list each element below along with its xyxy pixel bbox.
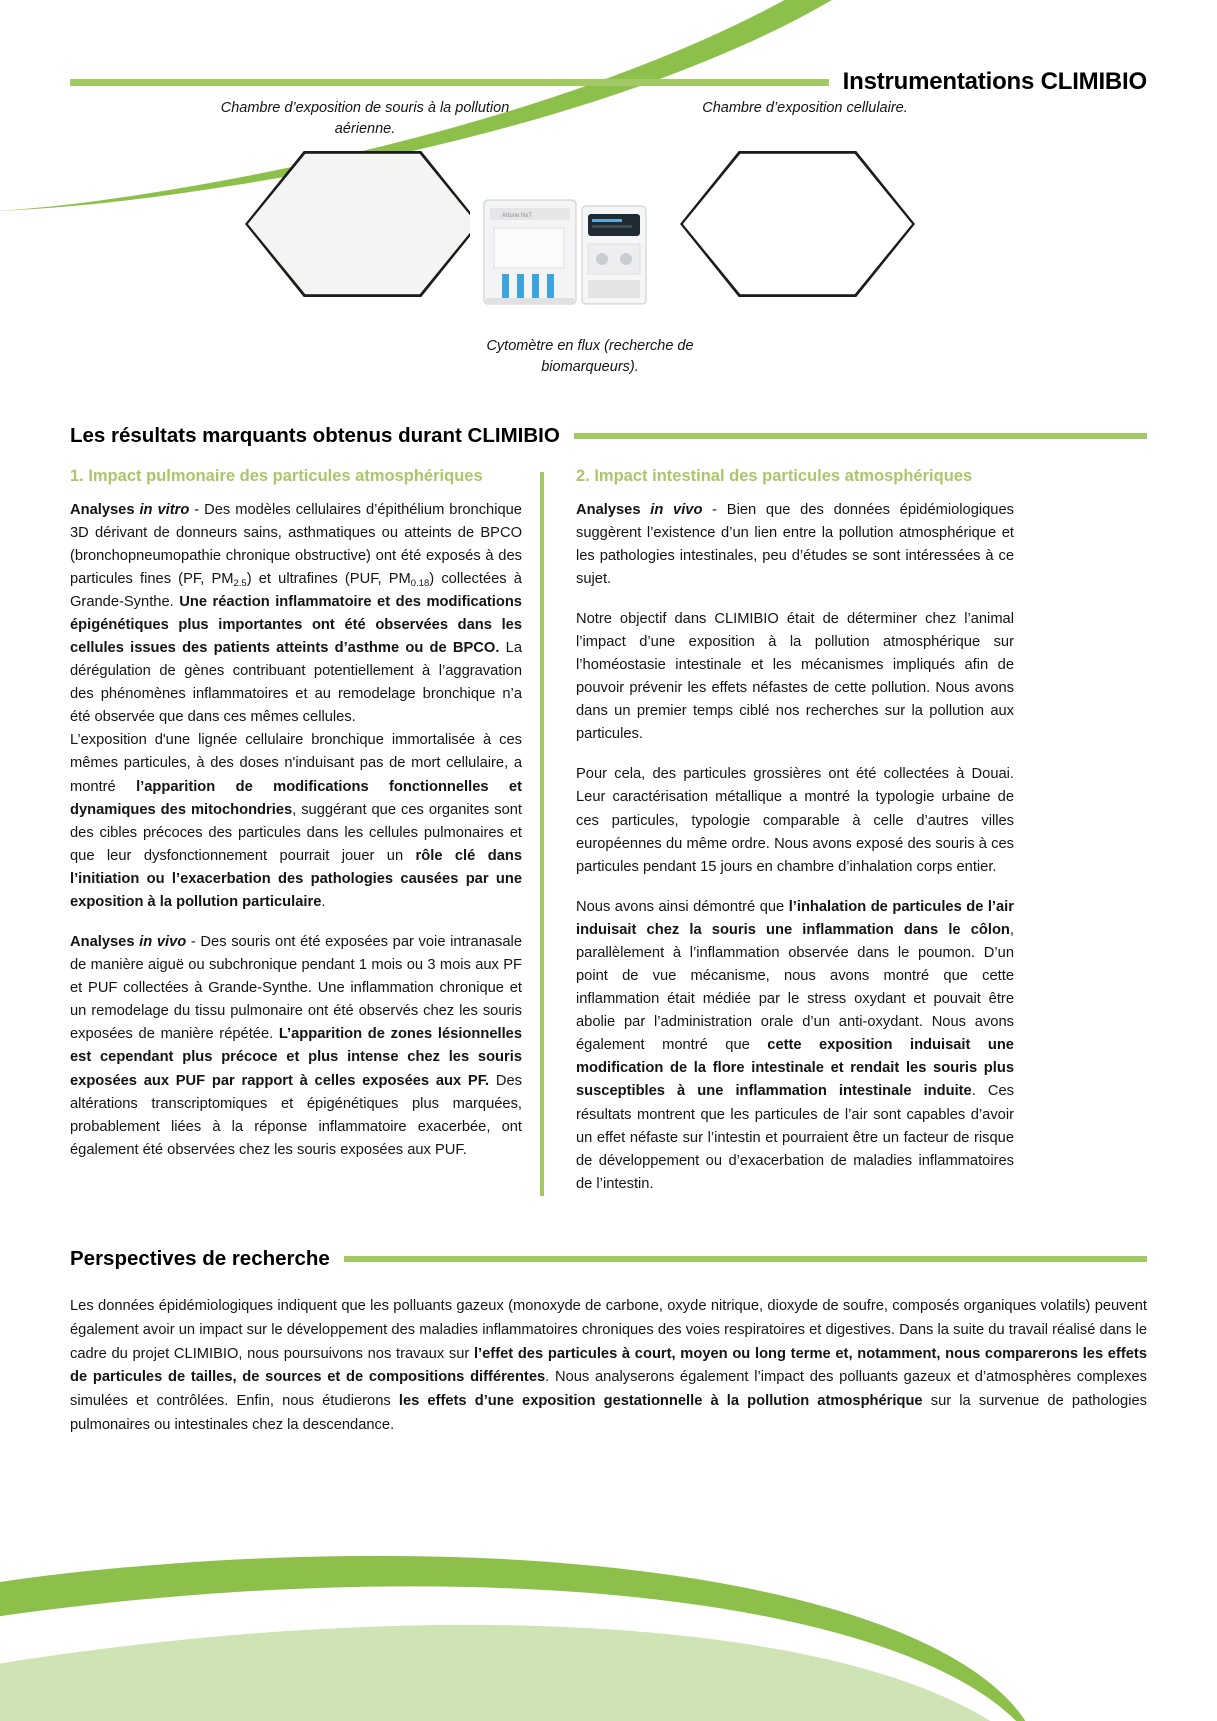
paragraph-left-2: L’exposition d'une lignée cellulaire bronchique immortalisée à ces mêmes particules, à des doses n'induisant pas de mort cellulaire, a montré l’apparition de modifications fonctionnelles et dynamiques des mitochondries, suggérant que ces organites sont des cibles précoces des particules dans les cellules pulmonaires et que leur dysfonctionnement pourrait jouer un rôle clé dans l’initiation ou l’exacerbation des pathologies causées par une exposition à la pollution particulaire. — [70, 732, 522, 910]
column-pulmonary-impact — [70, 466, 540, 1196]
flow-cytometer-illustration — [470, 186, 660, 316]
paragraph-right-3: Pour cela, des particules grossières ont été collectées à Douai. Leur caractérisation métallique a montré la typologie urbaine de ces particules, typologie comparable à celle d’autres villes européennes du même ordre. Nous avons exposé des souris à ces particules pendant 15 jours en chambre d’inhalation corps entier. — [576, 766, 1014, 875]
perspectives-body — [70, 1295, 1147, 1438]
svg-text:Attune NxT: Attune NxT — [502, 213, 533, 219]
paragraph-left-3: Analyses in vivo - Des souris ont été exposées par voie intranasale de manière aiguë ou subchronique pendant 1 mois ou 3 mois aux PF et PUF collectées à Grande-Synthe. Une inflammation chronique et un remodelage du tissu pulmonaire ont été observés chez les souris exposées de manière répétée. L’apparition de zones lésionnelles est cependant plus précoce et plus intense chez les souris exposées aux PUF par rapport à celles exposées aux PF. Des altérations transcriptomiques et épigénétiques plus marquées, probablement liées à la réponse inflammatoire exacerbée, ont également été observées chez les souris exposées aux PUF. — [70, 934, 522, 1158]
paragraph-right-1: Analyses in vivo - Bien que des données épidémiologiques suggèrent l’existence d’un lien entre la pollution atmosphérique et les pathologies intestinales, peu d’études se sont intéressées à ce sujet. — [576, 501, 1014, 587]
results-columns — [70, 466, 1147, 1196]
column-title-pulmonary: 1. Impact pulmonaire des particules atmosphériques — [70, 467, 483, 485]
results-heading-text: Les résultats marquants obtenus durant CLIMIBIO — [70, 424, 560, 447]
figure-cell-exposure-chamber — [680, 148, 915, 300]
column-title-intestinal: 2. Impact intestinal des particules atmosphériques — [576, 467, 973, 485]
header-rule — [70, 79, 829, 86]
results-heading-rule — [574, 433, 1147, 439]
results-section-heading — [70, 424, 1147, 448]
figure-flow-cytometer — [470, 186, 660, 316]
paragraph-right-4: Nous avons ainsi démontré que l’inhalation de particules de l’air induisait chez la souris une inflammation dans le côlon, parallèlement à l’inflammation observée dans le poumon. D’un point de vue mécanisme, nous avons montré que cette inflammation était médiée par le stress oxydant et pouvait être abolie par l’administration orale d’un anti-oxydant. Nous avons également montré que cette exposition induisait une modification de la flore intestinale et rendait les souris plus susceptibles à une inflammation intestinale induite. Ces résultats montrent que les particules de l’air sont capables d’avoir un effet néfaste sur l’intestin et pourraient être un facteur de risque de développement ou d’exacerbation de maladies inflammatoires de l’intestin. — [576, 898, 1014, 1192]
figure-caption-flow-cytometer: Cytomètre en flux (recherche de biomarqueurs). — [486, 338, 694, 376]
perspectives-heading-text: Perspectives de recherche — [70, 1247, 330, 1270]
paragraph-right-2: Notre objectif dans CLIMIBIO était de déterminer chez l’animal l’impact d’une exposition à la pollution atmosphérique sur l’homéostasie intestinale et les mécanismes impliqués afin de pouvoir prévenir les effets néfastes de cette pollution. Nous avons dans un premier temps ciblé nos recherches sur la pollution aux particules. — [576, 610, 1014, 743]
paragraph-perspectives: Les données épidémiologiques indiquent que les polluants gazeux (monoxyde de carbone, oxyde nitrique, dioxyde de soufre, composés organiques volatils) peuvent également avoir un impact sur le développement des maladies inflammatoires chroniques des voies respiratoires et digestives. Dans la suite du travail réalisé dans le cadre du projet CLIMIBIO, nous poursuivons nos travaux sur l’effet des particules à court, moyen ou long terme et, notamment, nous comparerons les effets de particules de tailles, de sources et de compositions différentes. Nous analyserons également l’impact des polluants gazeux et d’atmosphères complexes simulées et contrôlées. Enfin, nous étudierons les effets d’une exposition gestationnelle à la pollution atmosphérique sur la survenue de pathologies pulmonaires ou intestinales chez la descendance. — [70, 1298, 1147, 1434]
page-header — [70, 68, 1147, 96]
page-title: Instrumentations CLIMIBIO — [842, 68, 1147, 95]
column-intestinal-impact — [544, 466, 1014, 1196]
figure-group — [70, 96, 1147, 396]
paragraph-left-1: Analyses in vitro - Des modèles cellulaires d’épithélium bronchique 3D dérivant de donneurs sains, asthmatiques ou atteints de BPCO (bronchopneumopathie chronique obstructive) ont été exposés à des particules fines (PF, $PM_{2.5}$) et ultrafines (PUF, $PM_{0.18}$) collectées à Grande-Synthe. Une réaction inflammatoire et des modifications épigénétiques plus importantes ont été observées dans les cellules issues des patients atteints d’asthme ou de BPCO. La dérégulation de gènes contribuant potentiellement à l’aggravation des phénomènes inflammatoires et au remodelage bronchique n’a été observée que dans ces mêmes cellules. — [70, 501, 522, 726]
perspectives-section-heading — [70, 1247, 1147, 1271]
figure-mouse-exposure-chamber — [245, 148, 480, 300]
figure-caption-mouse-chamber: Chambre d’exposition de souris à la pollution aérienne. — [220, 100, 510, 138]
figure-caption-cell-chamber: Chambre d’exposition cellulaire. — [702, 100, 908, 116]
perspectives-heading-rule — [344, 1256, 1147, 1262]
